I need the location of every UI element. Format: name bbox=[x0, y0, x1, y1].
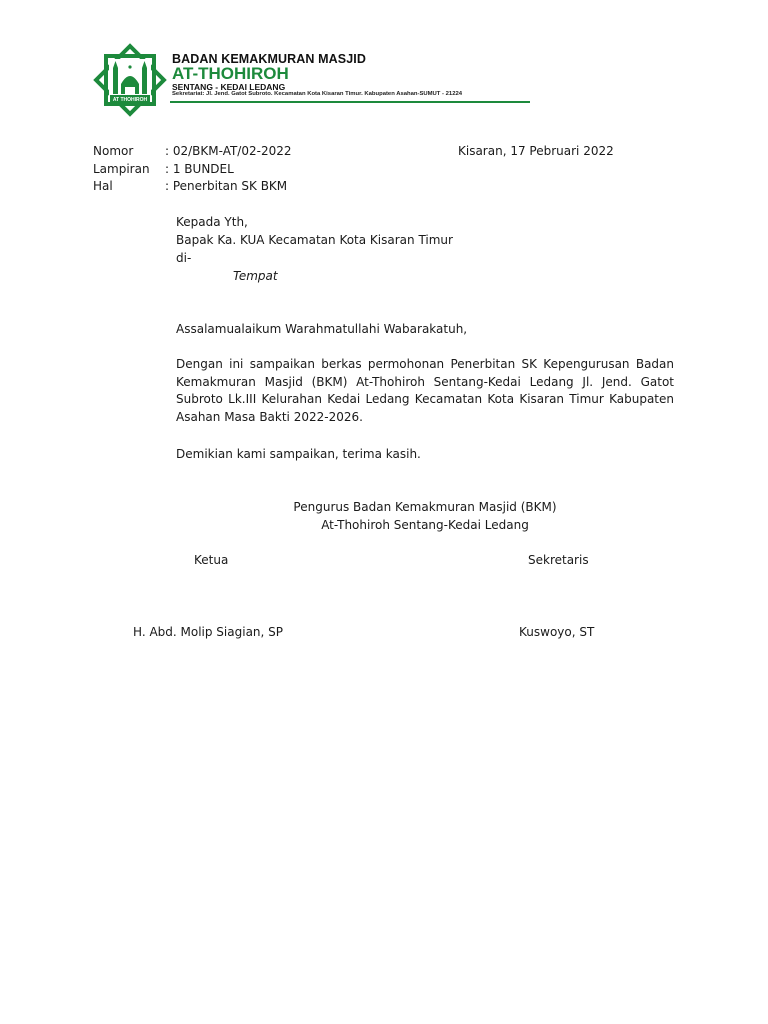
closing: Demikian kami sampaikan, terima kasih. bbox=[176, 447, 421, 461]
org-subtitle: SENTANG - KEDAI LEDANG bbox=[172, 82, 286, 92]
hal-label: Hal bbox=[93, 179, 113, 193]
signature-org-line-2: At-Thohiroh Sentang-Kedai Ledang bbox=[321, 518, 529, 532]
mosque-logo-icon bbox=[92, 42, 168, 118]
hal-value: : Penerbitan SK BKM bbox=[165, 179, 288, 193]
place-date: Kisaran, 17 Pebruari 2022 bbox=[458, 144, 614, 158]
lampiran-value: : 1 BUNDEL bbox=[165, 162, 234, 176]
org-name: AT-THOHIROH bbox=[172, 64, 289, 83]
secretary-title: Sekretaris bbox=[528, 553, 589, 567]
nomor-value: : 02/BKM-AT/02-2022 bbox=[165, 144, 292, 158]
header-divider bbox=[170, 101, 530, 103]
recipient-line-1: Kepada Yth, bbox=[176, 215, 248, 229]
secretary-name: Kuswoyo, ST bbox=[519, 625, 595, 639]
signature-org-line-1: Pengurus Badan Kemakmuran Masjid (BKM) bbox=[293, 500, 557, 514]
org-address: Sekretariat: Jl. Jend. Gatot Subroto. Kecamatan Kota Kisaran Timur. Kabupaten Asahan-SUMUT - 21224 bbox=[172, 91, 463, 97]
org-title: BADAN KEMAKMURAN MASJID bbox=[172, 52, 366, 66]
chairman-title: Ketua bbox=[194, 553, 229, 567]
lampiran-label: Lampiran bbox=[93, 162, 150, 176]
recipient-line-2: Bapak Ka. KUA Kecamatan Kota Kisaran Timur bbox=[176, 233, 453, 247]
greeting: Assalamualaikum Warahmatullahi Wabarakatuh, bbox=[176, 322, 468, 336]
recipient-line-3: di- bbox=[176, 251, 192, 265]
nomor-label: Nomor bbox=[93, 144, 134, 158]
logo-text: AT THOHIROH bbox=[112, 97, 148, 104]
chairman-name: H. Abd. Molip Siagian, SP bbox=[133, 625, 284, 639]
body-paragraph: Dengan ini sampaikan berkas permohonan Penerbitan SK Kepengurusan Badan Kemakmuran Masjid (BKM) At-Thohiroh Sentang-Kedai Ledang Jl. Jend. Gatot Subroto Lk.III Kelurahan Kedai Ledang Kecamatan Kota Kisaran Timur Kabupaten Asahan Masa Bakti 2022-2026. bbox=[176, 357, 674, 424]
recipient-place: Tempat bbox=[233, 269, 278, 283]
